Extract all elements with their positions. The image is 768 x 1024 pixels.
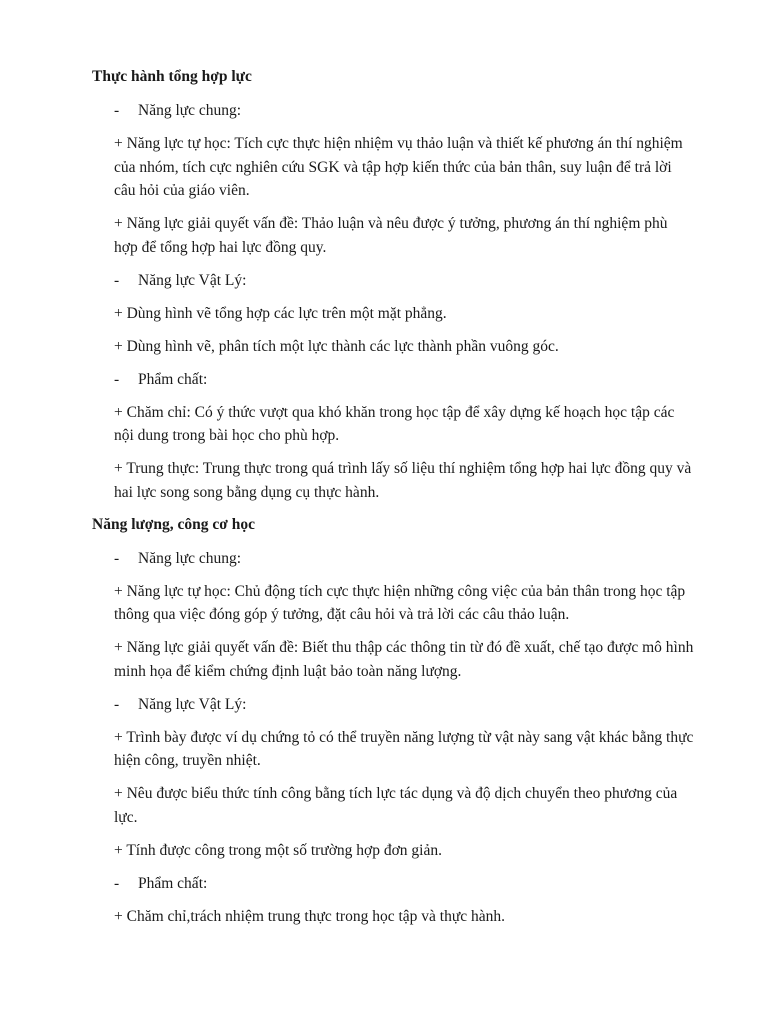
section-tong-hop-luc <box>92 66 694 504</box>
list-item: + Tính được công trong một số trường hợp đơn giản. <box>114 841 442 859</box>
group-heading <box>92 547 694 570</box>
dash-bullet: - <box>114 695 120 713</box>
dash-bullet: - <box>114 370 120 388</box>
list-item: + Nêu được biểu thức tính công bằng tích lực tác dụng và độ dịch chuyển theo phương của lực. <box>114 785 678 826</box>
group-heading <box>92 872 694 895</box>
group-heading-text: Năng lực Vật Lý: <box>138 271 247 289</box>
group-heading-text: Phẩm chất: <box>138 370 208 388</box>
list-item: + Năng lực tự học: Chủ động tích cực thực hiện những công việc của bản thân trong học tập thông qua việc đóng góp ý tưởng, đặt câu hỏi và trả lời các câu thảo luận. <box>114 582 686 623</box>
list-item: + Chăm chỉ,trách nhiệm trung thực trong học tập và thực hành. <box>114 907 505 925</box>
dash-bullet: - <box>114 271 120 289</box>
group-heading-text: Phẩm chất: <box>138 874 208 892</box>
group-heading <box>92 269 694 292</box>
group-heading-text: Năng lực chung: <box>138 549 242 567</box>
dash-bullet: - <box>114 549 120 567</box>
list-item: + Dùng hình vẽ, phân tích một lực thành các lực thành phần vuông góc. <box>114 337 559 355</box>
list-item: + Trung thực: Trung thực trong quá trình lấy số liệu thí nghiệm tổng hợp hai lực đồng quy và hai lực song song bằng dụng cụ thực hành. <box>114 460 692 501</box>
group-heading <box>92 368 694 391</box>
list-item: + Trình bày được ví dụ chứng tỏ có thể truyền năng lượng từ vật này sang vật khác bằng thực hiện công, truyền nhiệt. <box>114 728 694 769</box>
section-title: Năng lượng, công cơ học <box>92 515 255 533</box>
group-heading-text: Năng lực Vật Lý: <box>138 695 247 713</box>
group-heading <box>92 99 694 122</box>
list-item: + Năng lực giải quyết vấn đề: Biết thu thập các thông tin từ đó đề xuất, chế tạo được mô hình minh họa để kiểm chứng định luật bảo toàn năng lượng. <box>114 639 694 680</box>
dash-bullet: - <box>114 102 120 119</box>
group-heading <box>92 693 694 716</box>
list-item: + Năng lực tự học: Tích cực thực hiện nhiệm vụ thảo luận và thiết kế phương án thí nghiệm của nhóm, tích cực nghiên cứu SGK và tập hợp kiến thức của bản thân, suy luận để trả lời câu hỏi của giáo viên. <box>114 135 683 199</box>
dash-bullet: - <box>114 874 120 892</box>
list-item: + Năng lực giải quyết vấn đề: Thảo luận và nêu được ý tưởng, phương án thí nghiệm phù hợp để tổng hợp hai lực đồng quy. <box>114 215 668 256</box>
list-item: + Chăm chỉ: Có ý thức vượt qua khó khăn trong học tập để xây dựng kế hoạch học tập các nội dung trong bài học cho phù hợp. <box>114 403 675 444</box>
group-heading-text: Năng lực chung: <box>138 102 242 119</box>
section-nang-luong-cong <box>92 514 694 929</box>
section-title: Thực hành tổng hợp lực <box>92 68 252 85</box>
list-item: + Dùng hình vẽ tổng hợp các lực trên một mặt phẳng. <box>114 304 447 322</box>
